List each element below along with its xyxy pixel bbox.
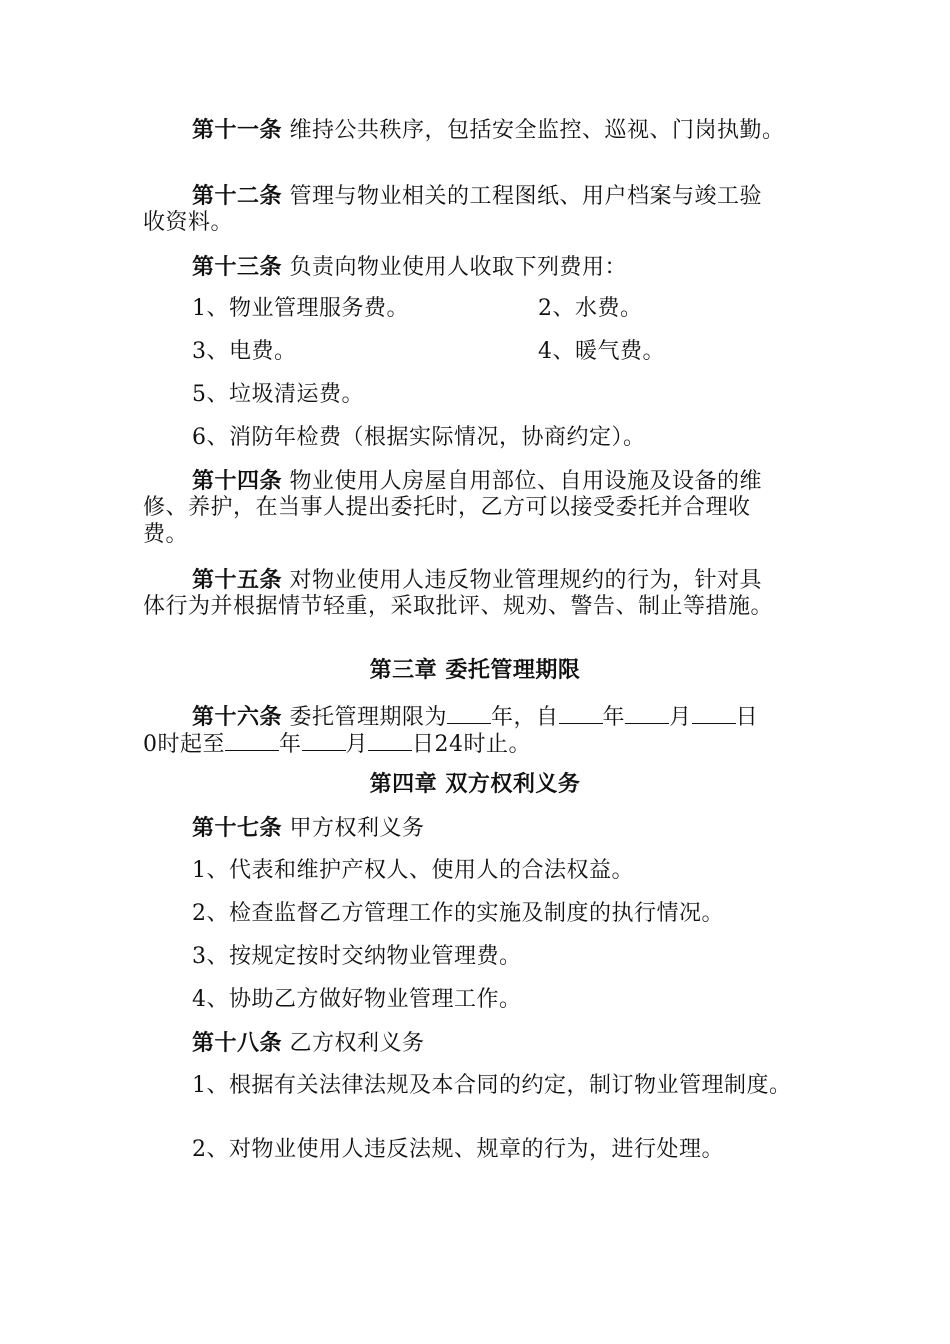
article-text: 年 [602, 705, 626, 730]
blank-field [368, 730, 412, 751]
article-16 [192, 703, 758, 731]
article-heading: 第十八条 [192, 1030, 283, 1056]
article-13 [192, 254, 627, 281]
article-text: 对物业使用人违反物业管理规约的行为，针对具 [289, 568, 763, 593]
article-text: 月 [345, 732, 369, 757]
article-heading: 第十三条 [192, 254, 283, 280]
article-17 [192, 815, 425, 842]
article-text: 日 [735, 705, 759, 730]
article-text: 物业使用人房屋自用部位、自用设施及设备的维 [289, 469, 763, 494]
article-15-continued: 体行为并根据情节轻重，采取批评、规劝、警告、制止等措施。 [143, 594, 774, 619]
blank-field [225, 730, 279, 751]
article-text: 年，自 [491, 705, 559, 730]
article-text: 负责向物业使用人收取下列费用： [289, 255, 628, 280]
list-item: 6、消防年检费（根据实际情况，协商约定）。 [192, 425, 646, 450]
article-heading: 第十五条 [192, 567, 283, 593]
article-text: 月 [669, 705, 692, 730]
article-text: 维持公共秩序，包括安全监控、巡视、门岗执勤。 [289, 118, 785, 143]
list-item: 1、根据有关法律法规及本合同的约定，制订物业管理制度。 [192, 1073, 792, 1098]
article-15 [192, 567, 762, 594]
list-item: 1、物业管理服务费。 [192, 296, 409, 321]
article-12-continued: 收资料。 [143, 210, 234, 235]
chapter-heading: 第四章 双方权利义务 [369, 771, 581, 797]
article-14-continued: 修、养护，在当事人提出委托时，乙方可以接受委托并合理收 [143, 495, 751, 520]
article-text: 日24时止。 [412, 732, 532, 757]
list-item: 4、暖气费。 [538, 339, 665, 364]
article-16-continued [143, 730, 531, 758]
list-item: 2、检查监督乙方管理工作的实施及制度的执行情况。 [192, 901, 724, 926]
article-text: 委托管理期限为 [289, 705, 448, 730]
article-heading: 第十七条 [192, 815, 283, 841]
article-heading: 第十二条 [192, 183, 283, 209]
article-text: 0时起至 [143, 732, 225, 757]
list-item: 3、按规定按时交纳物业管理费。 [192, 944, 522, 969]
blank-field [447, 703, 491, 724]
article-heading: 第十四条 [192, 468, 283, 494]
article-heading: 第十六条 [192, 704, 283, 730]
article-14-continued: 费。 [143, 522, 189, 547]
article-14 [192, 468, 762, 495]
article-text: 管理与物业相关的工程图纸、用户档案与竣工验 [289, 184, 763, 209]
article-text: 甲方权利义务 [289, 816, 425, 841]
article-text: 乙方权利义务 [289, 1031, 425, 1056]
list-item: 5、垃圾清运费。 [192, 382, 364, 407]
article-heading: 第十一条 [192, 117, 283, 143]
list-item: 4、协助乙方做好物业管理工作。 [192, 987, 522, 1012]
article-12 [192, 183, 762, 210]
list-item: 1、代表和维护产权人、使用人的合法权益。 [192, 858, 634, 883]
chapter-heading: 第三章 委托管理期限 [369, 657, 581, 683]
article-text: 年 [279, 732, 302, 757]
list-item: 2、对物业使用人违反法规、规章的行为，进行处理。 [192, 1137, 724, 1162]
blank-field [559, 703, 603, 724]
blank-field [625, 703, 669, 724]
blank-field [302, 730, 346, 751]
blank-field [692, 703, 736, 724]
article-11 [192, 117, 785, 144]
list-item: 2、水费。 [538, 296, 643, 321]
article-18 [192, 1030, 425, 1057]
list-item: 3、电费。 [192, 339, 297, 364]
